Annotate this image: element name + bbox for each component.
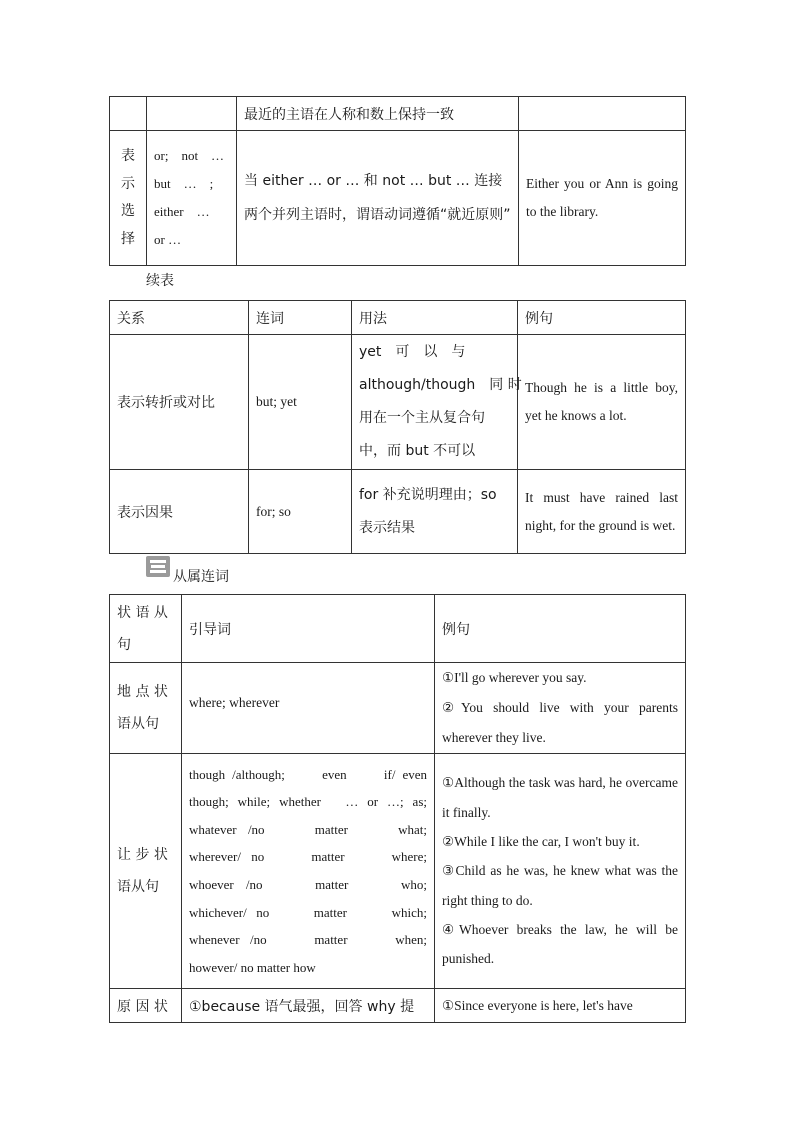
usage-cell: yet 可 以 与 although/though 同 时 用在一个主从复合句 中，而 but 不可以 <box>352 335 518 470</box>
usage-cell: 当 either … or … 和 not … but … 连接两个并列主语时，谓语动词遵循“就近原则” <box>237 131 519 266</box>
table-row <box>110 335 686 470</box>
table-row <box>110 470 686 554</box>
conj-cell: or; not … but … ; either … or … <box>147 131 237 266</box>
clause-cell: 让 步 状 语从句 <box>110 754 182 989</box>
table-row <box>110 989 686 1023</box>
header-intro: 引导词 <box>182 595 435 663</box>
clause-cell: 原 因 状 <box>110 989 182 1023</box>
usage-cell: for 补充说明理由；so 表示结果 <box>352 470 518 554</box>
intro-cell: ①because 语气最强，回答 why 提 <box>182 989 435 1023</box>
relation-cell: 表示转折或对比 <box>110 335 249 470</box>
continued-caption: 续表 <box>146 273 174 289</box>
table-coordinating-contrast <box>109 300 686 554</box>
table-row <box>110 754 686 989</box>
table-row <box>110 97 686 131</box>
table-header-row <box>110 595 686 663</box>
intro-cell: though /although; even if/ even though; while; whether … or …; as; whatever /no matter what; wherever/ no matter where; whoever /no matter who; whichever/ no matter which; whenever /no matter when; however/ no matter how <box>182 754 435 989</box>
header-example: 例句 <box>518 301 686 335</box>
clause-cell: 地 点 状 语从句 <box>110 663 182 754</box>
table-header-row <box>110 301 686 335</box>
header-clause: 状 语 从 句 <box>110 595 182 663</box>
example-cell: ①Since everyone is here, let's have <box>435 989 686 1023</box>
example-cell: Either you or Ann is going to the library. <box>519 131 686 266</box>
header-conj: 连词 <box>249 301 352 335</box>
usage-cell: 最近的主语在人称和数上保持一致 <box>237 97 519 131</box>
intro-cell: where; wherever <box>182 663 435 754</box>
table-row <box>110 663 686 754</box>
relation-cell: 表 示 选 择 <box>110 131 147 266</box>
header-relation: 关系 <box>110 301 249 335</box>
section-title: 从属连词 <box>173 569 229 585</box>
conj-cell: but; yet <box>249 335 352 470</box>
conj-cell: for; so <box>249 470 352 554</box>
header-example: 例句 <box>435 595 686 663</box>
table-coordinating-choice <box>109 96 686 266</box>
example-cell: It must have rained last night, for the ground is wet. <box>518 470 686 554</box>
table-row <box>110 131 686 266</box>
example-cell: Though he is a little boy, yet he knows a lot. <box>518 335 686 470</box>
example-cell: ①Although the task was hard, he overcame it finally. ②While I like the car, I won't buy it. ③Child as he was, he knew what was the right thing to do. ④Whoever breaks the law, he will be punished. <box>435 754 686 989</box>
example-cell: ①I'll go wherever you say. ②You should live with your parents wherever they live. <box>435 663 686 754</box>
header-usage: 用法 <box>352 301 518 335</box>
table-subordinating <box>109 594 686 1023</box>
section-three-icon <box>146 556 170 577</box>
relation-cell: 表示因果 <box>110 470 249 554</box>
